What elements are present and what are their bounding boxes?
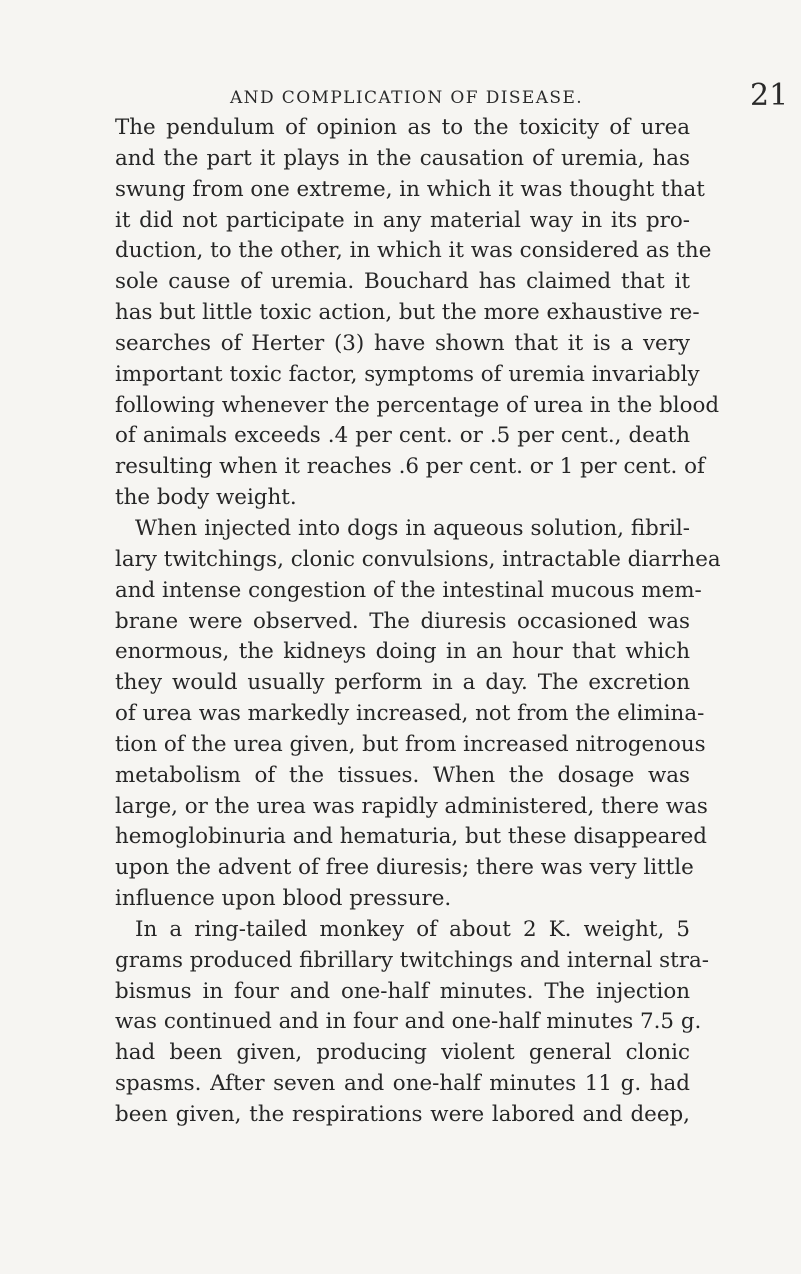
text-line: spasms. After seven and one-half minutes 11 g. had <box>115 1071 690 1097</box>
text-line: duction, to the other, in which it was considered as the <box>115 238 712 264</box>
running-title: AND COMPLICATION OF DISEASE. <box>230 88 584 108</box>
text-line: metabolism of the tissues. When the dosage was <box>115 762 690 788</box>
text-line: following whenever the percentage of urea in the blood <box>115 392 720 418</box>
text-line: large, or the urea was rapidly administered, there was <box>115 793 708 819</box>
text-line: the body weight. <box>115 485 297 511</box>
text-line: enormous, the kidneys doing in an hour that which <box>115 639 690 665</box>
text-line: and the part it plays in the causation of uremia, has <box>115 145 690 171</box>
text-line: hemoglobinuria and hematuria, but these disappeared <box>115 824 707 850</box>
text-line: important toxic factor, symptoms of uremia invariably <box>115 361 700 387</box>
text-line: of urea was markedly increased, not from the elimina- <box>115 701 705 727</box>
text-line: influence upon blood pressure. <box>115 886 452 912</box>
body-text <box>115 113 721 1131</box>
text-line: was continued and in four and one-half minutes 7.5 g. <box>115 1009 702 1035</box>
text-line: it did not participate in any material way in its pro- <box>115 207 690 233</box>
text-line: tion of the urea given, but from increased nitrogenous <box>115 731 706 757</box>
text-line: been given, the respirations were labored and deep, <box>115 1102 690 1127</box>
text-line: and intense congestion of the intestinal mucous mem- <box>115 577 702 603</box>
text-line: they would usually perform in a day. The excretion <box>115 670 690 696</box>
text-line: resulting when it reaches .6 per cent. or 1 per cent. of <box>115 454 705 480</box>
text-line: searches of Herter (3) have shown that it is a very <box>115 330 690 356</box>
page-number: 21 <box>750 78 789 113</box>
text-line: of animals exceeds .4 per cent. or .5 per cent., death <box>115 423 690 449</box>
text-line: grams produced fibrillary twitchings and internal stra- <box>115 947 709 973</box>
text-line: brane were observed. The diuresis occasioned was <box>115 608 690 634</box>
text-line: has but little toxic action, but the more exhaustive re- <box>115 300 700 326</box>
text-line: had been given, producing violent general clonic <box>115 1040 690 1066</box>
text-line: sole cause of uremia. Bouchard has claimed that it <box>115 269 690 295</box>
text-line: lary twitchings, clonic convulsions, intractable diarrhea <box>115 546 721 572</box>
text-line: When injected into dogs in aqueous solution, fibril- <box>135 515 690 541</box>
text-line: upon the advent of free diuresis; there was very little <box>115 855 694 881</box>
text-line: In a ring-tailed monkey of about 2 K. weight, 5 <box>135 916 690 942</box>
text-line: The pendulum of opinion as to the toxicity of urea <box>115 115 690 140</box>
text-line: swung from one extreme, in which it was thought that <box>115 176 705 202</box>
text-line: bismus in four and one-half minutes. The injection <box>115 978 690 1004</box>
